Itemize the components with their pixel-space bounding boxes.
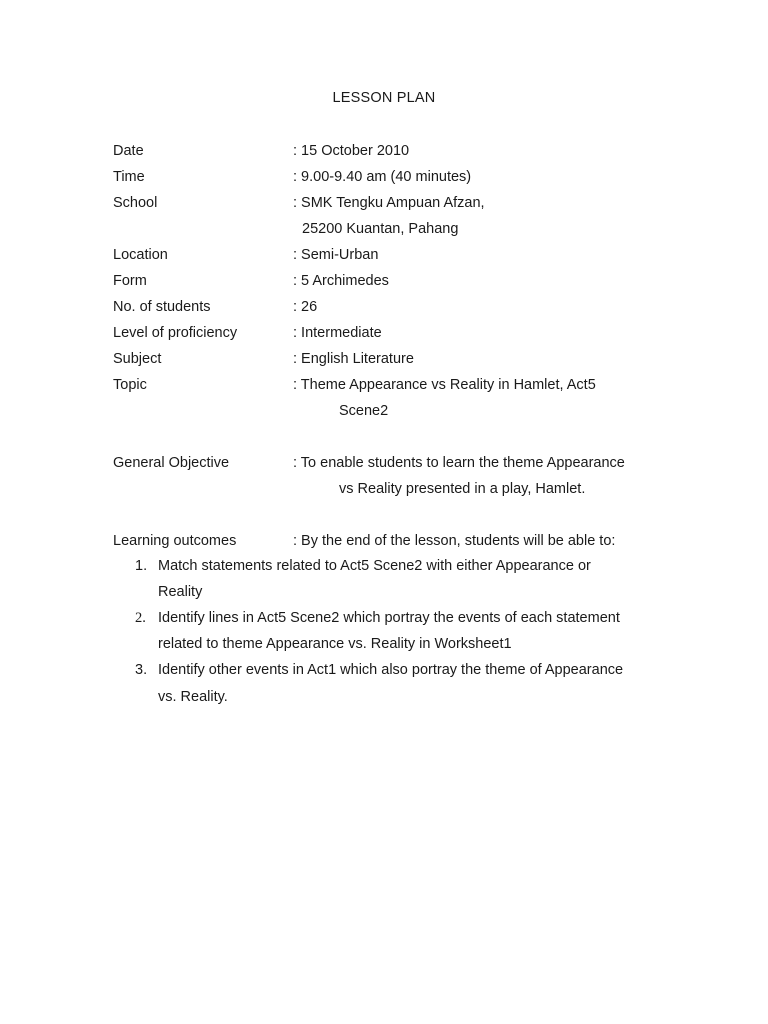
outcome-text: Match statements related to Act5 Scene2 with either Appearance or <box>158 558 591 574</box>
outcome-number: 2. <box>135 610 146 626</box>
field-value-school-cont: 25200 Kuantan, Pahang <box>302 221 459 237</box>
field-value-topic: : Theme Appearance vs Reality in Hamlet, Act5 <box>293 377 596 393</box>
field-value-learning-outcomes: : By the end of the lesson, students will be able to: <box>293 533 616 549</box>
outcome-text: Identify other events in Act1 which also portray the theme of Appearance <box>158 662 624 678</box>
field-label-subject: Subject <box>113 351 162 367</box>
field-value-topic-cont: Scene2 <box>339 403 389 419</box>
field-value-form: : 5 Archimedes <box>293 273 389 289</box>
field-label-general-objective: General Objective <box>113 455 230 471</box>
outcome-text: related to theme Appearance vs. Reality in Worksheet1 <box>158 636 512 652</box>
field-label-school: School <box>113 195 158 211</box>
field-value-general-objective-cont: vs Reality presented in a play, Hamlet. <box>339 481 586 497</box>
outcome-text: vs. Reality. <box>158 689 228 705</box>
field-label-proficiency: Level of proficiency <box>113 325 238 341</box>
field-value-students: : 26 <box>293 299 318 315</box>
field-value-proficiency: : Intermediate <box>293 325 382 341</box>
field-label-time: Time <box>113 169 145 185</box>
outcome-number: 3. <box>135 662 148 678</box>
field-label-students: No. of students <box>113 299 211 315</box>
field-value-general-objective: : To enable students to learn the theme Appearance <box>293 455 625 471</box>
field-value-time: : 9.00-9.40 am (40 minutes) <box>293 169 472 185</box>
field-value-location: : Semi-Urban <box>293 247 379 263</box>
outcome-number: 1. <box>135 558 148 574</box>
field-label-date: Date <box>113 143 144 159</box>
outcome-text: Reality <box>158 584 203 600</box>
field-value-date: : 15 October 2010 <box>293 143 410 159</box>
field-value-subject: : English Literature <box>293 351 414 367</box>
field-label-learning-outcomes: Learning outcomes <box>113 533 237 549</box>
field-label-form: Form <box>113 273 147 289</box>
outcome-text: Identify lines in Act5 Scene2 which portray the events of each statement <box>158 610 620 626</box>
field-label-topic: Topic <box>113 377 147 393</box>
field-value-school: : SMK Tengku Ampuan Afzan, <box>293 195 485 211</box>
field-label-location: Location <box>113 247 168 263</box>
document-title: LESSON PLAN <box>332 90 436 106</box>
